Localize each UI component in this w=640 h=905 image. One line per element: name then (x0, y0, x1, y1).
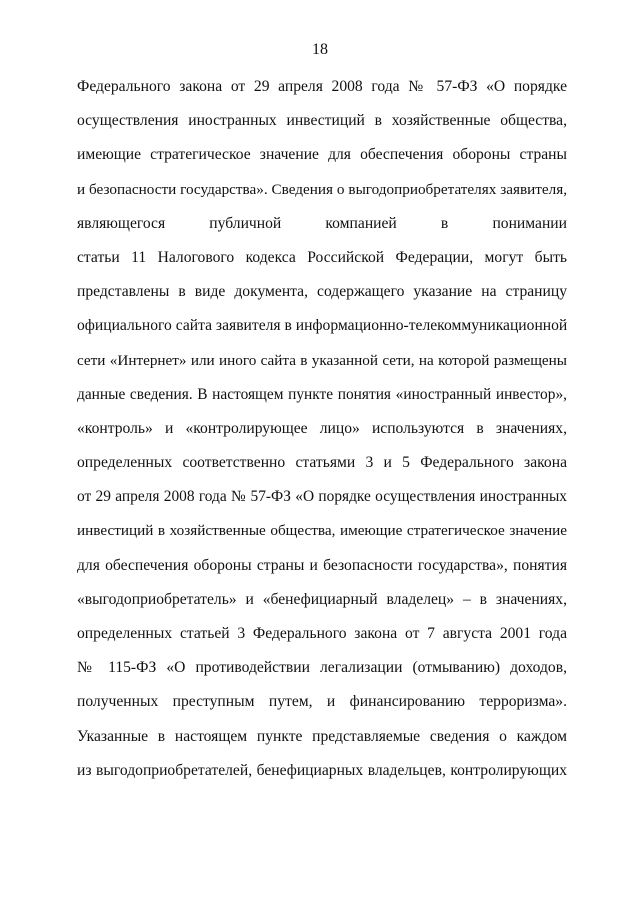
text-line: определенных соответственно статьями 3 и 5 Федерального закона (77, 454, 567, 472)
text-line: Федерального закона от 29 апреля 2008 года № 57-ФЗ «О порядке (77, 78, 567, 95)
text-line: полученных преступным путем, и финансированию терроризма». (77, 693, 567, 711)
page-number: 18 (312, 41, 328, 58)
text-line: «выгодоприобретатель» и «бенефициарный владелец» – в значениях, (77, 590, 567, 608)
text-line: статьи 11 Налогового кодекса Российской Федерации, могут быть (77, 248, 567, 266)
text-line: имеющие стратегическое значение для обеспечения обороны страны (77, 146, 567, 164)
text-line: № 115-ФЗ «О противодействии легализации (отмыванию) доходов, (77, 659, 567, 677)
text-line: для обеспечения обороны страны и безопасности государства», понятия (77, 556, 567, 574)
text-line: осуществления иностранных инвестиций в хозяйственные общества, (77, 112, 567, 130)
text-line: и безопасности государства». Сведения о выгодоприобретателях заявителя, (77, 180, 567, 198)
text-line: инвестиций в хозяйственные общества, имеющие стратегическое значение (77, 522, 567, 540)
text-line: «контроль» и «контролирующее лицо» используются в значениях, (77, 419, 567, 437)
text-line: Указанные в настоящем пункте представляемые сведения о каждом (77, 727, 567, 745)
text-line: представлены в виде документа, содержащего указание на страницу (77, 283, 567, 301)
text-line: от 29 апреля 2008 года № 57-ФЗ «О порядке осуществления иностранных (77, 488, 567, 506)
text-line: определенных статьей 3 Федерального закона от 7 августа 2001 года (77, 625, 567, 642)
text-line: из выгодоприобретателей, бенефициарных владельцев, контролирующих (77, 761, 567, 779)
text-line: официального сайта заявителя в информационно-телекоммуникационной (77, 317, 568, 335)
text-line: сети «Интернет» или иного сайта в указанной сети, на которой размещены (77, 351, 567, 369)
body-text (77, 77, 567, 795)
text-line: являющегося публичной компанией в понимании (77, 214, 567, 232)
text-line: данные сведения. В настоящем пункте понятия «иностранный инвестор», (77, 385, 567, 403)
